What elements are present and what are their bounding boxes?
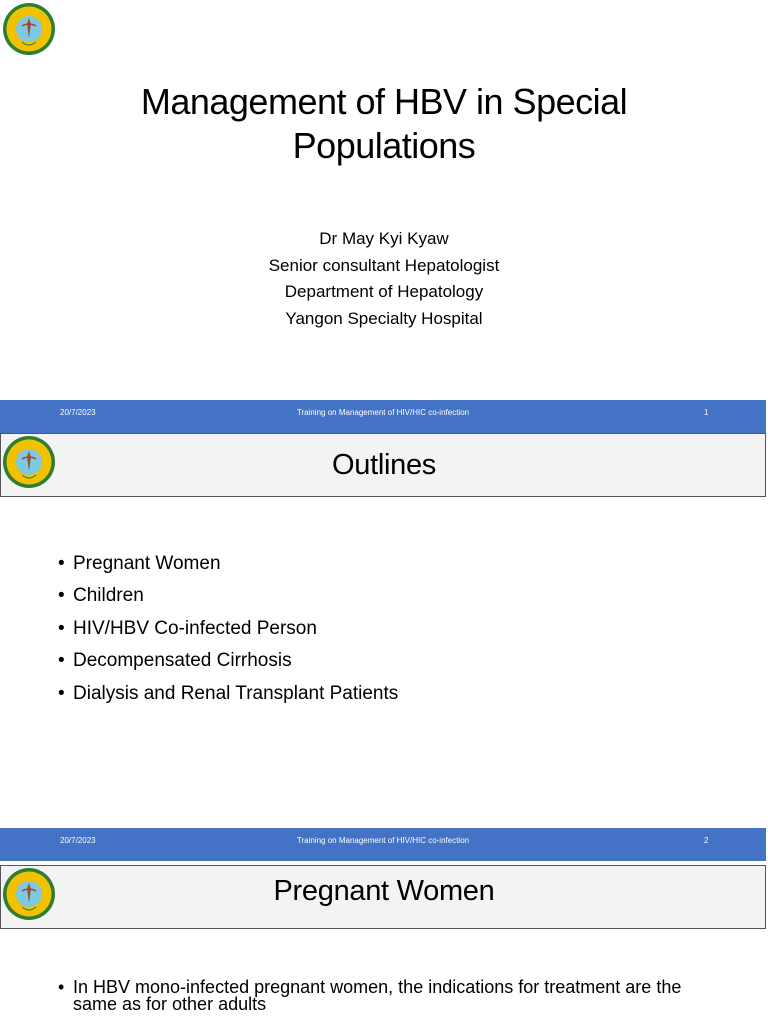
footer-date: 20/7/2023 bbox=[60, 408, 96, 417]
outline-list bbox=[58, 548, 398, 710]
footer-date: 20/7/2023 bbox=[60, 836, 96, 845]
slide-title: Outlines bbox=[332, 449, 436, 481]
slide-title: Pregnant Women bbox=[273, 875, 495, 907]
presenter-position: Senior consultant Hepatologist bbox=[268, 255, 500, 275]
list-item: • Children bbox=[58, 585, 144, 607]
footer-page-number: 1 bbox=[704, 408, 709, 417]
list-item: • Dialysis and Renal Transplant Patients bbox=[58, 682, 399, 704]
bullet-text: In HBV mono-infected pregnant women, the indications for treatment are the same as for other adults bbox=[73, 977, 682, 1014]
slide-2 bbox=[0, 433, 768, 828]
slide-2-footer bbox=[0, 828, 766, 861]
footer-page-number: 2 bbox=[704, 836, 709, 845]
presentation-title: Management of HBV in Special Populations bbox=[140, 81, 628, 166]
presenter-block bbox=[134, 226, 634, 332]
presenter-name: Dr May Kyi Kyaw bbox=[319, 229, 449, 248]
bullet-paragraph: • In HBV mono-infected pregnant women, the indications for treatment are the same as for other adults bbox=[58, 979, 708, 1013]
presenter-hospital: Yangon Specialty Hospital bbox=[285, 308, 483, 328]
public-health-logo bbox=[2, 2, 56, 56]
list-item: • HIV/HBV Co-infected Person bbox=[58, 617, 317, 639]
presenter-department: Department of Hepatology bbox=[284, 282, 484, 301]
slide-3 bbox=[0, 865, 768, 1024]
footer-event: Training on Management of HIV/HIC co-infection bbox=[296, 408, 470, 417]
list-item: • Decompensated Cirrhosis bbox=[58, 650, 292, 672]
seal-icon bbox=[2, 2, 56, 56]
slide-1-footer bbox=[0, 400, 766, 433]
footer-event: Training on Management of HIV/HIC co-infection bbox=[296, 836, 470, 845]
list-item: • Pregnant Women bbox=[58, 553, 221, 574]
slide-1 bbox=[0, 0, 768, 400]
